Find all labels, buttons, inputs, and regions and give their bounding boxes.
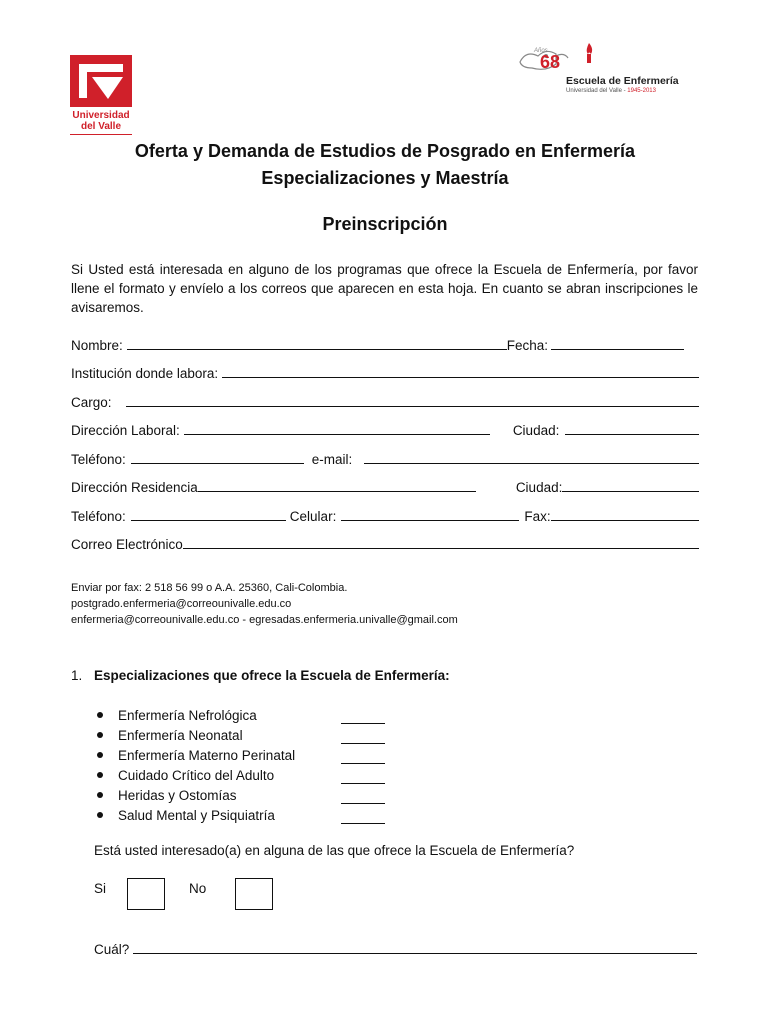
logo-univalle-line1: Universidad: [72, 110, 130, 121]
email-label: e-mail:: [311, 452, 353, 467]
row-cual: [94, 939, 697, 957]
institucion-label: Institución donde labora:: [71, 366, 219, 381]
email-field[interactable]: [364, 450, 699, 464]
direccion-residencia-label: Dirección Residencia: [71, 480, 198, 495]
si-checkbox[interactable]: [127, 878, 165, 910]
logo-anos-label: Años: [534, 48, 548, 54]
contact-email-postgrado[interactable]: postgrado.enfermeria@correounivalle.edu.co: [71, 598, 292, 610]
univalle-logo: [70, 55, 132, 135]
escuela-enfermeria-logo: [516, 42, 696, 104]
fax-label: Fax:: [524, 509, 551, 524]
contact-fax-line: Enviar por fax: 2 518 56 99 o A.A. 25360, Cali-Colombia.: [71, 582, 348, 594]
logo-escuela-name: Escuela de Enfermería: [566, 75, 679, 87]
row-institucion: [71, 363, 699, 381]
correo-field[interactable]: [183, 535, 699, 549]
flame-icon: [582, 42, 596, 64]
logo-university-text: Universidad del Valle -: [566, 88, 628, 94]
list-item-label: Enfermería Nefrológica: [118, 707, 257, 723]
preinscripcion-heading: Preinscripción: [322, 214, 448, 234]
list-item: [94, 765, 394, 785]
list-item-blank[interactable]: [341, 730, 385, 744]
list-item-blank[interactable]: [341, 710, 385, 724]
celular-field[interactable]: [341, 507, 519, 521]
list-item-label: Enfermería Neonatal: [118, 727, 243, 743]
no-label: No: [189, 881, 207, 896]
cargo-label: Cargo:: [71, 395, 112, 410]
list-item: [94, 805, 394, 825]
row-nombre: [71, 335, 699, 353]
fecha-field[interactable]: [551, 336, 684, 350]
section1-title: Especializaciones que ofrece la Escuela de Enfermería:: [94, 668, 450, 683]
list-item-label: Enfermería Materno Perinatal: [118, 747, 296, 763]
logo-university-line: [566, 88, 656, 94]
bullet-icon: [97, 812, 103, 818]
row-direccion-laboral: [71, 420, 699, 438]
row-telefono: [71, 449, 699, 467]
fax-field[interactable]: [551, 507, 699, 521]
univalle-emblem-icon: [70, 55, 132, 107]
section1-number: 1.: [71, 668, 83, 683]
fecha-label: Fecha:: [506, 338, 549, 353]
row-telefono2: [71, 506, 699, 524]
ciudad2-label: Ciudad:: [515, 480, 563, 495]
bullet-icon: [97, 732, 103, 738]
cual-label: Cuál?: [94, 942, 130, 957]
list-item-blank[interactable]: [341, 810, 385, 824]
si-label: Si: [94, 881, 107, 896]
logo-years: 1945-2013: [627, 88, 656, 94]
list-item: [94, 725, 394, 745]
list-item-label: Salud Mental y Psiquiatría: [118, 807, 275, 823]
list-item-blank[interactable]: [341, 750, 385, 764]
list-item-blank[interactable]: [341, 790, 385, 804]
row-correo: [71, 534, 699, 552]
telefono2-field[interactable]: [131, 507, 286, 521]
nombre-field[interactable]: [127, 336, 507, 350]
contact-email-enfermeria[interactable]: enfermeria@correounivalle.edu.co - egresadas.enfermeria.univalle@gmail.com: [71, 614, 458, 626]
no-checkbox[interactable]: [235, 878, 273, 910]
ciudad2-field[interactable]: [562, 478, 699, 492]
interest-question: Está usted interesado(a) en alguna de las que ofrece la Escuela de Enfermería?: [94, 843, 575, 858]
list-item: [94, 705, 394, 725]
logo-underline: [70, 134, 132, 135]
direccion-laboral-field[interactable]: [184, 421, 490, 435]
list-item-label: Heridas y Ostomías: [118, 787, 237, 803]
institucion-field[interactable]: [222, 364, 699, 378]
document-title: Oferta y Demanda de Estudios de Posgrado en Enfermería: [134, 141, 636, 161]
ciudad-label: Ciudad:: [512, 423, 560, 438]
cargo-field[interactable]: [126, 393, 699, 407]
telefono2-label: Teléfono:: [71, 509, 126, 524]
telefono-label: Teléfono:: [71, 452, 126, 467]
logo-68-number: 68: [540, 52, 561, 72]
bullet-icon: [97, 752, 103, 758]
bullet-icon: [97, 712, 103, 718]
list-item: [94, 785, 394, 805]
list-item: [94, 745, 394, 765]
telefono-field[interactable]: [131, 450, 304, 464]
nombre-label: Nombre:: [71, 338, 123, 353]
correo-label: Correo Electrónico: [71, 537, 183, 552]
row-cargo: [71, 392, 699, 410]
direccion-residencia-field[interactable]: [198, 478, 476, 492]
bullet-icon: [97, 772, 103, 778]
especializaciones-list: [94, 705, 394, 825]
bullet-icon: [97, 792, 103, 798]
direccion-laboral-label: Dirección Laboral:: [71, 423, 180, 438]
document-subtitle: Especializaciones y Maestría: [261, 168, 509, 188]
ciudad-field[interactable]: [565, 421, 699, 435]
logo-univalle-line2: del Valle: [80, 121, 122, 132]
celular-label: Celular:: [289, 509, 337, 524]
row-direccion-residencia: [71, 477, 699, 495]
intro-paragraph: Si Usted está interesada en alguno de los programas que ofrece la Escuela de Enfermería, por favor llene el formato y envíelo a los correos que aparecen en esta hoja. En cuanto se abran inscripciones le avisaremos.: [71, 262, 698, 315]
list-item-label: Cuidado Crítico del Adulto: [118, 767, 275, 783]
cual-field[interactable]: [133, 940, 697, 954]
list-item-blank[interactable]: [341, 770, 385, 784]
